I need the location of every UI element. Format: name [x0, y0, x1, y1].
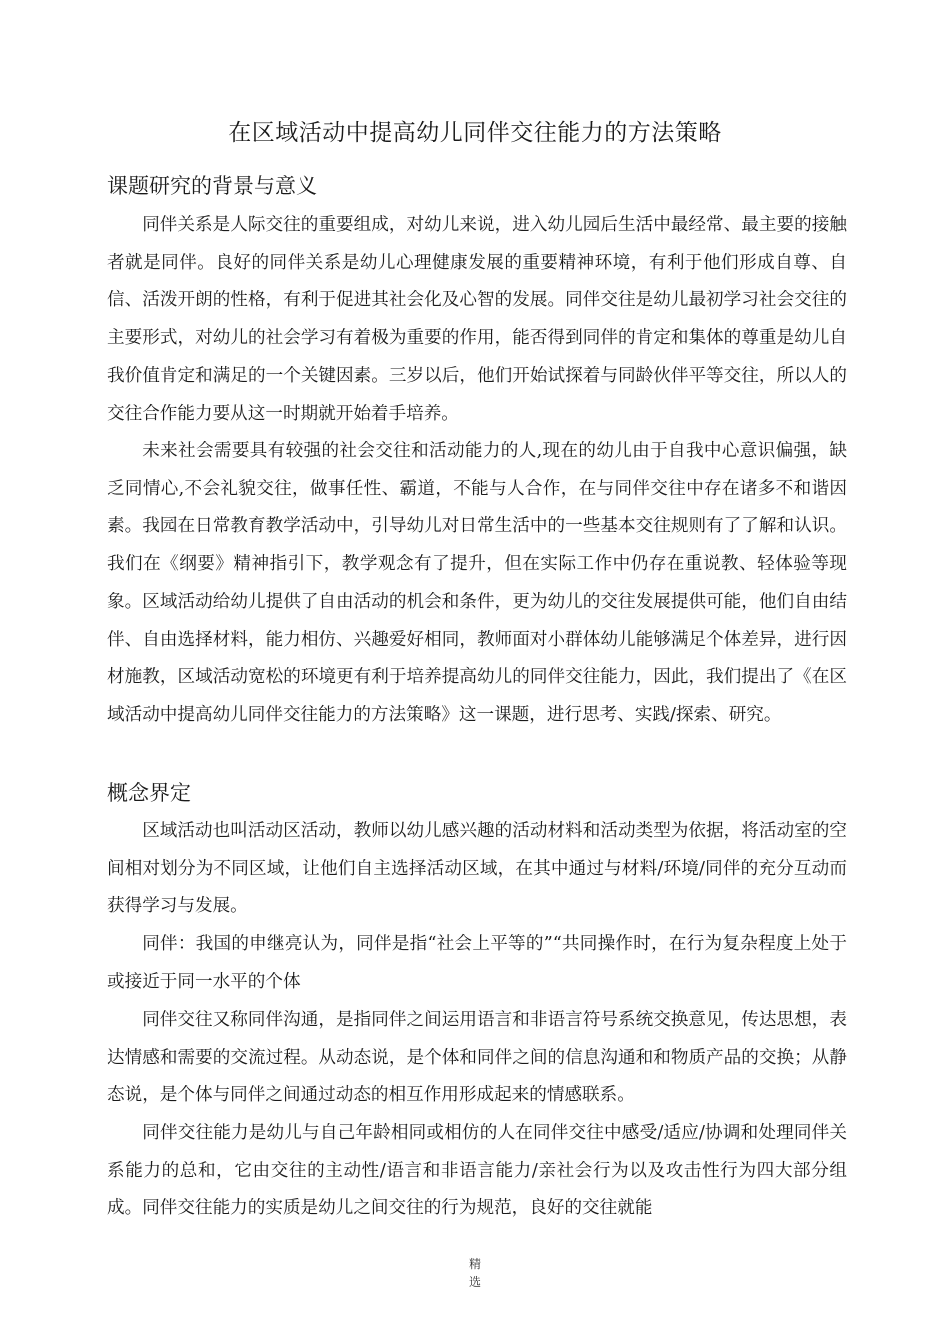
section-heading-background: 课题研究的背景与意义 — [107, 174, 317, 198]
footer-mark-line2: 选 — [468, 1275, 481, 1289]
paragraph-peer-interaction-definition: 同伴交往又称同伴沟通，是指同伴之间运用语言和非语言符号系统交换意见，传达思想，表达情感和需要的交流过程。从动态说，是个体和同伴之间的信息沟通和和物质产品的交换；从静态说，是个体与同伴之间通过动态的相互作用形成起来的情感联系。 — [107, 1010, 847, 1106]
footer-mark-line1: 精 — [468, 1257, 481, 1271]
section-heading-concepts: 概念界定 — [107, 781, 191, 805]
document-title: 在区域活动中提高幼儿同伴交往能力的方法策略 — [228, 120, 722, 146]
paragraph-peer-relationship: 同伴关系是人际交往的重要组成，对幼儿来说，进入幼儿园后生活中最经常、最主要的接触者就是同伴。良好的同伴关系是幼儿心理健康发展的重要精神环境，有利于他们形成自尊、自信、活泼开朗的性格，有利于促进其社会化及心智的发展。同伴交往是幼儿最初学习社会交往的主要形式，对幼儿的社会学习有着极为重要的作用，能否得到同伴的肯定和集体的尊重是幼儿自我价值肯定和满足的一个关键因素。三岁以后，他们开始试探着与同龄伙伴平等交往，所以人的交往合作能力要从这一时期就开始着手培养。 — [107, 215, 847, 424]
paragraph-future-society: 未来社会需要具有较强的社会交往和活动能力的人,现在的幼儿由于自我中心意识偏强，缺乏同情心,不会礼貌交往，做事任性、霸道，不能与人合作，在与同伴交往中存在诸多不和谐因素。我园在日常教育教学活动中，引导幼儿对日常生活中的一些基本交往规则有了了解和认识。我们在《纲要》精神指引下，教学观念有了提升，但在实际工作中仍存在重说教、轻体验等现象。区域活动给幼儿提供了自由活动的机会和条件，更为幼儿的交往发展提供可能，他们自由结伴、自由选择材料，能力相仿、兴趣爱好相同，教师面对小群体幼儿能够满足个体差异，进行因材施教，区域活动宽松的环境更有利于培养提高幼儿的同伴交往能力，因此，我们提出了《在区域活动中提高幼儿同伴交往能力的方法策略》这一课题，进行思考、实践/探索、研究。 — [107, 441, 847, 725]
paragraph-peer-definition: 同伴：我国的申继亮认为，同伴是指“社会上平等的”“共同操作时，在行为复杂程度上处于或接近于同一水平的个体 — [107, 934, 847, 992]
paragraph-peer-interaction-ability: 同伴交往能力是幼儿与自己年龄相同或相仿的人在同伴交往中感受/适应/协调和处理同伴关系能力的总和，它由交往的主动性/语言和非语言能力/亲社会行为以及攻击性行为四大部分组成。同伴交往能力的实质是幼儿之间交往的行为规范，良好的交往就能 — [107, 1123, 847, 1219]
paragraph-area-activity-definition: 区域活动也叫活动区活动，教师以幼儿感兴趣的活动材料和活动类型为依据，将活动室的空间相对划分为不同区域，让他们自主选择活动区域，在其中通过与材料/环境/同伴的充分互动而获得学习与发展。 — [107, 821, 847, 917]
